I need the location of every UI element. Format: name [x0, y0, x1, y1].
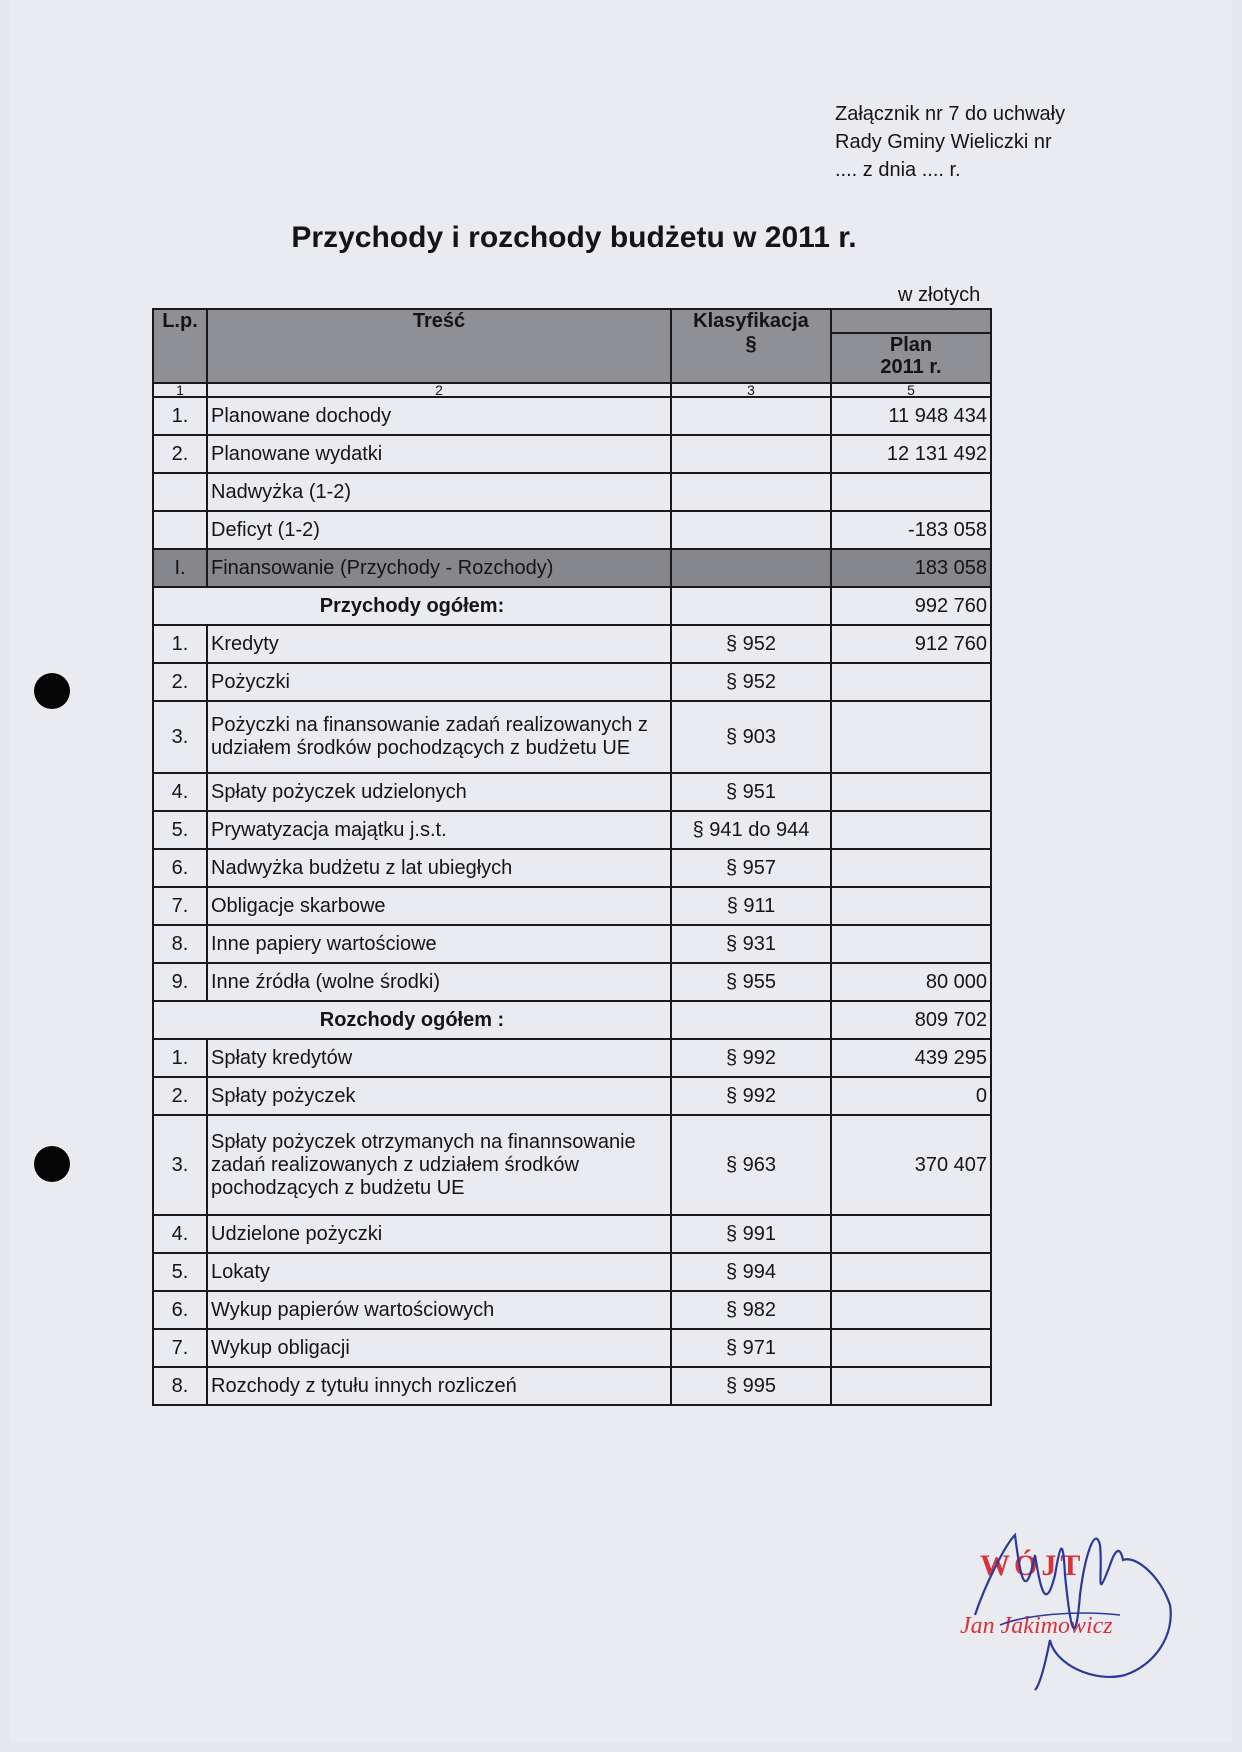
header-paragraph-symbol: §	[745, 333, 757, 355]
row-value: 809 702	[831, 1001, 991, 1039]
row-lp: 1.	[153, 397, 207, 435]
table-row	[153, 701, 991, 773]
row-paragraph: § 994	[671, 1253, 831, 1291]
table-row	[153, 1329, 991, 1367]
row-lp	[153, 511, 207, 549]
row-lp: 4.	[153, 773, 207, 811]
row-lp: 3.	[153, 701, 207, 773]
column-number-5: 5	[831, 383, 991, 397]
unit-label: w złotych	[898, 284, 981, 306]
table-row	[153, 625, 991, 663]
annex-line-2: Rady Gminy Wieliczki nr	[835, 131, 1052, 153]
row-lp: 7.	[153, 887, 207, 925]
stamp-name-text: Jan Jakimowicz	[960, 1613, 1113, 1639]
row-paragraph: § 957	[671, 849, 831, 887]
row-paragraph: § 992	[671, 1077, 831, 1115]
row-text: Spłaty kredytów	[207, 1039, 671, 1077]
column-number-3: 3	[671, 383, 831, 397]
row-lp: 9.	[153, 963, 207, 1001]
row-text: Pożyczki na finansowanie zadań realizowanych z udziałem środków pochodzących z budżetu UE	[207, 701, 671, 773]
row-paragraph: § 911	[671, 887, 831, 925]
table-row	[153, 511, 991, 549]
row-paragraph: § 995	[671, 1367, 831, 1405]
row-value: 80 000	[831, 963, 991, 1001]
table-row	[153, 1039, 991, 1077]
row-value: 0	[831, 1077, 991, 1115]
header-plan-label: Plan	[889, 334, 933, 356]
row-paragraph: § 991	[671, 1215, 831, 1253]
header-klasyfikacja	[671, 309, 831, 383]
table-row	[153, 1215, 991, 1253]
row-lp: 6.	[153, 1291, 207, 1329]
header-tresc: Treść	[207, 309, 671, 383]
row-value: 370 407	[831, 1115, 991, 1215]
punch-hole-icon	[34, 1146, 70, 1182]
table-row	[153, 435, 991, 473]
row-paragraph: § 931	[671, 925, 831, 963]
row-text: Planowane dochody	[207, 397, 671, 435]
table-row	[153, 887, 991, 925]
row-text: Prywatyzacja majątku j.s.t.	[207, 811, 671, 849]
row-text: Spłaty pożyczek otrzymanych na finannsowanie zadań realizowanych z udziałem środków pochodzących z budżetu UE	[207, 1115, 671, 1215]
row-lp: 2.	[153, 1077, 207, 1115]
row-lp: I.	[153, 549, 207, 587]
row-paragraph	[671, 549, 831, 587]
row-lp: 4.	[153, 1215, 207, 1253]
row-text: Inne źródła (wolne środki)	[207, 963, 671, 1001]
table-row	[153, 773, 991, 811]
table-row	[153, 397, 991, 435]
row-paragraph: § 955	[671, 963, 831, 1001]
table-row	[153, 473, 991, 511]
summary-label: Rozchody ogółem :	[153, 1001, 671, 1039]
row-value	[831, 663, 991, 701]
table-row	[153, 849, 991, 887]
row-paragraph	[671, 1001, 831, 1039]
row-paragraph: § 952	[671, 625, 831, 663]
row-value: 12 131 492	[831, 435, 991, 473]
annex-note	[835, 100, 1065, 184]
row-value: 439 295	[831, 1039, 991, 1077]
row-lp: 5.	[153, 1253, 207, 1291]
row-value	[831, 811, 991, 849]
signature-stamp-image	[945, 1515, 1185, 1695]
row-paragraph: § 952	[671, 663, 831, 701]
row-value	[831, 1367, 991, 1405]
table-row	[153, 963, 991, 1001]
row-text: Nadwyżka (1-2)	[207, 473, 671, 511]
header-plan	[831, 333, 991, 383]
table-row	[153, 925, 991, 963]
row-text: Spłaty pożyczek	[207, 1077, 671, 1115]
punch-hole-icon	[34, 673, 70, 709]
row-lp: 2.	[153, 663, 207, 701]
row-value: 183 058	[831, 549, 991, 587]
row-paragraph	[671, 511, 831, 549]
row-text: Wykup papierów wartościowych	[207, 1291, 671, 1329]
column-number-2: 2	[207, 383, 671, 397]
page-title: Przychody i rozchody budżetu w 2011 r.	[291, 221, 857, 254]
header-plan-year: 2011 r.	[880, 356, 942, 378]
row-lp	[153, 473, 207, 511]
table-row	[153, 1367, 991, 1405]
row-lp: 6.	[153, 849, 207, 887]
row-lp: 7.	[153, 1329, 207, 1367]
row-text: Pożyczki	[207, 663, 671, 701]
stamp-title-text: WÓJT	[980, 1549, 1085, 1582]
row-value	[831, 1253, 991, 1291]
row-text: Inne papiery wartościowe	[207, 925, 671, 963]
column-number-1: 1	[153, 383, 207, 397]
header-lp: L.p.	[153, 309, 207, 383]
row-paragraph	[671, 587, 831, 625]
row-paragraph: § 992	[671, 1039, 831, 1077]
header-klasyfikacja-label: Klasyfikacja	[693, 310, 809, 332]
table-row	[153, 811, 991, 849]
row-lp: 8.	[153, 925, 207, 963]
row-value	[831, 773, 991, 811]
row-paragraph: § 941 do 944	[671, 811, 831, 849]
row-value	[831, 925, 991, 963]
table-row	[153, 663, 991, 701]
row-value	[831, 887, 991, 925]
row-text: Nadwyżka budżetu z lat ubiegłych	[207, 849, 671, 887]
row-lp: 3.	[153, 1115, 207, 1215]
row-lp: 1.	[153, 625, 207, 663]
row-value: 11 948 434	[831, 397, 991, 435]
row-paragraph: § 963	[671, 1115, 831, 1215]
row-paragraph	[671, 473, 831, 511]
row-text: Lokaty	[207, 1253, 671, 1291]
row-lp: 8.	[153, 1367, 207, 1405]
row-paragraph: § 903	[671, 701, 831, 773]
summary-label: Przychody ogółem:	[153, 587, 671, 625]
table-row	[153, 1253, 991, 1291]
document-page	[10, 0, 1232, 1742]
row-text: Obligacje skarbowe	[207, 887, 671, 925]
row-value: 992 760	[831, 587, 991, 625]
row-lp: 1.	[153, 1039, 207, 1077]
row-paragraph: § 971	[671, 1329, 831, 1367]
row-text: Udzielone pożyczki	[207, 1215, 671, 1253]
row-text: Finansowanie (Przychody - Rozchody)	[207, 549, 671, 587]
row-text: Planowane wydatki	[207, 435, 671, 473]
row-value	[831, 1291, 991, 1329]
summary-row-przychody	[153, 587, 991, 625]
header-plan-top	[831, 309, 991, 333]
row-text: Kredyty	[207, 625, 671, 663]
row-value: -183 058	[831, 511, 991, 549]
row-lp: 2.	[153, 435, 207, 473]
annex-line-3: .... z dnia .... r.	[835, 159, 961, 181]
section-row-financing	[153, 549, 991, 587]
row-value	[831, 701, 991, 773]
row-value	[831, 1329, 991, 1367]
row-text: Rozchody z tytułu innych rozliczeń	[207, 1367, 671, 1405]
row-text: Wykup obligacji	[207, 1329, 671, 1367]
summary-row-rozchody	[153, 1001, 991, 1039]
row-paragraph: § 951	[671, 773, 831, 811]
budget-table	[152, 308, 992, 1406]
row-paragraph	[671, 435, 831, 473]
row-value	[831, 473, 991, 511]
row-value	[831, 849, 991, 887]
annex-line-1: Załącznik nr 7 do uchwały	[835, 103, 1066, 125]
table-row	[153, 1077, 991, 1115]
table-row	[153, 1115, 991, 1215]
row-text: Deficyt (1-2)	[207, 511, 671, 549]
row-paragraph: § 982	[671, 1291, 831, 1329]
row-value: 912 760	[831, 625, 991, 663]
row-value	[831, 1215, 991, 1253]
row-lp: 5.	[153, 811, 207, 849]
row-paragraph	[671, 397, 831, 435]
row-text: Spłaty pożyczek udzielonych	[207, 773, 671, 811]
table-row	[153, 1291, 991, 1329]
